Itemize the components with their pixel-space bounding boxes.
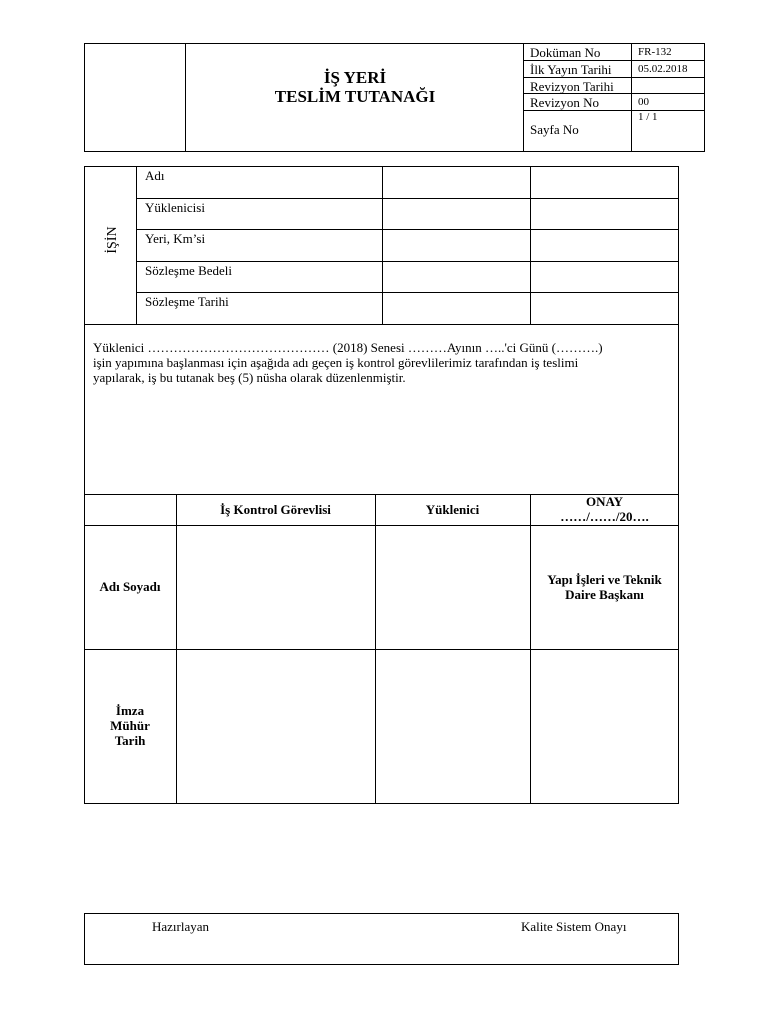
approval-authority-line-1: Yapı İşleri ve Teknik xyxy=(547,572,662,587)
meta-label-page-no: Sayfa No xyxy=(530,122,579,137)
header-meta-line-4 xyxy=(523,110,705,111)
work-row-contract-amount: Sözleşme Bedeli xyxy=(145,263,233,278)
statement-line-2: işin yapımına başlanması için aşağıda adı geçen iş kontrol görevlilerimiz tarafından iş teslimi xyxy=(93,355,579,370)
stamp-label: Mühür xyxy=(110,718,150,733)
signature-col-divider-3 xyxy=(530,494,531,804)
meta-value-revision-no: 00 xyxy=(638,96,649,108)
meta-value-document-no: FR-132 xyxy=(638,46,672,58)
meta-label-revision-date: Revizyon Tarihi xyxy=(530,79,614,94)
statement-paragraph xyxy=(93,340,673,385)
document-title xyxy=(186,68,524,106)
signature-header-line xyxy=(84,525,679,526)
sign-label: İmza xyxy=(115,703,145,718)
row-label-name: Adı Soyadı xyxy=(99,579,161,594)
date-label: Tarih xyxy=(114,733,146,748)
work-side-label: İŞİN xyxy=(105,226,120,254)
document-title-line-1: İŞ YERİ xyxy=(323,68,387,87)
meta-label-first-publish: İlk Yayın Tarihi xyxy=(530,62,612,77)
approval-authority xyxy=(530,572,679,602)
col-header-approval xyxy=(530,494,679,524)
header-meta-line-1 xyxy=(523,60,705,61)
header-meta-line-2 xyxy=(523,77,705,78)
statement-line-1: Yüklenici …………………………………… (2018) Senesi ………Ayının …..'ci Günü (……….) xyxy=(93,340,603,355)
signature-col-divider-1 xyxy=(176,494,177,804)
footer-prepared-by: Hazırlayan xyxy=(152,919,210,934)
work-row-location: Yeri, Km’si xyxy=(145,231,206,246)
meta-value-first-publish: 05.02.2018 xyxy=(638,63,688,75)
work-row-contract-date: Sözleşme Tarihi xyxy=(145,294,229,309)
meta-label-document-no: Doküman No xyxy=(530,45,601,60)
meta-value-page-no: 1 / 1 xyxy=(638,111,658,123)
col-header-contractor: Yüklenici xyxy=(425,502,480,517)
work-info-row-line-3 xyxy=(136,261,679,262)
signature-col-divider-2 xyxy=(375,494,376,804)
footer-quality-approval: Kalite Sistem Onayı xyxy=(521,919,627,934)
work-info-row-line-2 xyxy=(136,229,679,230)
work-info-col-divider-1 xyxy=(382,166,383,324)
work-row-contractor: Yüklenicisi xyxy=(145,200,205,215)
signature-row-line xyxy=(84,649,679,650)
approval-date: ……/……/20…. xyxy=(560,509,649,524)
approval-authority-line-2: Daire Başkanı xyxy=(565,587,644,602)
work-info-row-line-1 xyxy=(136,198,679,199)
row-label-sign xyxy=(84,703,176,748)
work-info-side-divider xyxy=(136,166,137,324)
work-info-row-line-4 xyxy=(136,292,679,293)
document-title-line-2: TESLİM TUTANAĞI xyxy=(274,87,436,106)
work-row-name: Adı xyxy=(145,168,165,183)
work-info-col-divider-2 xyxy=(530,166,531,324)
approval-label: ONAY xyxy=(585,494,624,509)
statement-line-3: yapılarak, iş bu tutanak beş (5) nüsha olarak düzenlenmiştir. xyxy=(93,370,406,385)
work-info-bottom-line xyxy=(84,324,679,325)
meta-label-revision-no: Revizyon No xyxy=(530,95,599,110)
col-header-control-officer: İş Kontrol Görevlisi xyxy=(220,502,331,517)
